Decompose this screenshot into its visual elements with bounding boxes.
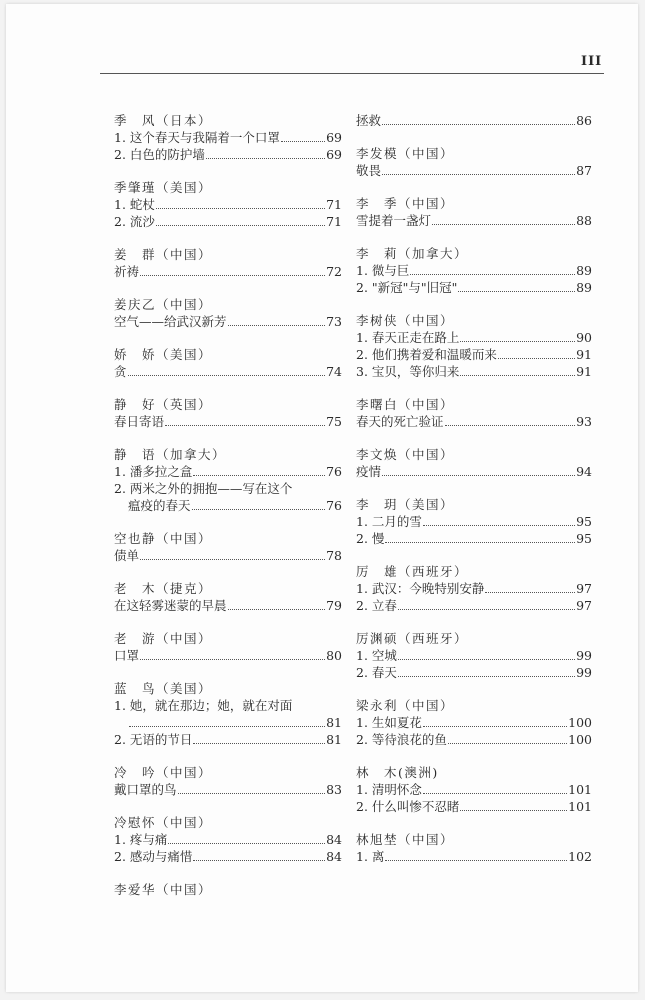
- toc-entry: [356, 463, 592, 480]
- entry-title: 疫情: [356, 464, 382, 479]
- toc-entry: [356, 781, 592, 798]
- entry-page-number: 83: [326, 782, 342, 797]
- author-group: [114, 112, 342, 163]
- leader-dots: [385, 542, 575, 543]
- entry-title: 1. 生如夏花: [356, 715, 422, 730]
- entry-title: 1. 空城: [356, 648, 397, 663]
- author-group: [114, 680, 342, 748]
- author-name: 李树侠（中国）: [356, 313, 455, 328]
- toc-entry: [114, 647, 342, 664]
- author-name: 冷 吟（中国）: [114, 765, 213, 780]
- entry-title: 春天的死亡验证: [356, 414, 444, 429]
- author-name: 蓝 鸟（美国）: [114, 681, 213, 696]
- author-name: 空也静（中国）: [114, 531, 213, 546]
- entry-title: 1. 蛇杖: [114, 197, 155, 212]
- entry-title: 空气——给武汉新芳: [114, 314, 227, 329]
- entry-title: 1. 二月的雪: [356, 514, 422, 529]
- author-name: 老 木（捷克）: [114, 581, 213, 596]
- toc-entry: [356, 363, 592, 380]
- toc-entry: [356, 112, 592, 129]
- toc-entry: [356, 162, 592, 179]
- author-group: [114, 530, 342, 564]
- toc-entry: [114, 129, 342, 146]
- entry-title: 雪提着一盏灯: [356, 213, 432, 228]
- entry-title: 春日寄语: [114, 414, 165, 429]
- author-name: 娇 娇（美国）: [114, 347, 213, 362]
- toc-entry: [356, 279, 592, 296]
- entry-page-number: 89: [576, 263, 592, 278]
- leader-dots: [165, 425, 325, 426]
- entry-title: 1. 潘多拉之盒: [114, 464, 193, 479]
- author-group: [356, 831, 592, 865]
- leader-dots: [193, 743, 325, 744]
- toc-entry: [114, 263, 342, 280]
- author-name: 厉渊硕（西班牙）: [356, 631, 469, 646]
- author-group: [114, 246, 342, 280]
- entry-title: 债单: [114, 548, 140, 563]
- toc-entry: [356, 413, 592, 430]
- author-name: 李 季（中国）: [356, 196, 455, 211]
- author-name: 姜 群（中国）: [114, 247, 213, 262]
- entry-title: 1. 武汉：今晚特别安静: [356, 581, 485, 596]
- entry-page-number: 101: [568, 799, 592, 814]
- entry-page-number: 71: [326, 197, 342, 212]
- entry-page-number: 86: [576, 113, 592, 128]
- author-name: 梁永利（中国）: [356, 698, 455, 713]
- leader-dots: [398, 609, 575, 610]
- author-group: [114, 630, 342, 664]
- author-group: [356, 563, 592, 614]
- entry-page-number: 97: [576, 598, 592, 613]
- leader-dots: [382, 475, 575, 476]
- leader-dots: [168, 843, 325, 844]
- header-rule: [100, 73, 604, 74]
- leader-dots: [445, 425, 576, 426]
- author-group: [356, 764, 592, 815]
- leader-dots: [228, 609, 326, 610]
- leader-dots: [498, 358, 575, 359]
- entry-title: 在这轻雾迷蒙的早晨: [114, 598, 227, 613]
- entry-page-number: 93: [576, 414, 592, 429]
- entry-title: 1. 疼与痛: [114, 832, 168, 847]
- entry-page-number: 84: [326, 849, 342, 864]
- author-name: 冷慰怀（中国）: [114, 815, 213, 830]
- leader-dots: [281, 141, 325, 142]
- author-name: 李爱华（中国）: [114, 882, 213, 897]
- entry-title: 1. 离: [356, 849, 385, 864]
- author-group: [356, 145, 592, 179]
- entry-page-number: 102: [568, 849, 592, 864]
- author-name: 季肇瑾（美国）: [114, 180, 213, 195]
- author-group: [114, 346, 342, 380]
- author-name: 李发模（中国）: [356, 146, 455, 161]
- toc-entry: [114, 463, 342, 480]
- leader-dots: [485, 592, 575, 593]
- entry-title: 1. 春天正走在路上: [356, 330, 460, 345]
- author-group: [114, 580, 342, 614]
- entry-page-number: 91: [576, 364, 592, 379]
- leader-dots: [458, 291, 575, 292]
- entry-title: 拯救: [356, 113, 382, 128]
- entry-title: 2. 无语的节日: [114, 732, 193, 747]
- author-name: 厉 雄（西班牙）: [356, 564, 469, 579]
- entry-page-number: 79: [326, 598, 342, 613]
- toc-entry: [356, 212, 592, 229]
- toc-entry: [356, 329, 592, 346]
- author-group: [114, 881, 342, 898]
- author-group: [114, 446, 342, 514]
- toc-entry: [356, 848, 592, 865]
- author-name: 林旭埜（中国）: [356, 832, 455, 847]
- entry-page-number: 99: [576, 648, 592, 663]
- toc-entry: [114, 146, 342, 163]
- author-name: 林 木(澳洲): [356, 765, 439, 780]
- author-name: 静 语（加拿大）: [114, 447, 227, 462]
- entry-page-number: 87: [576, 163, 592, 178]
- leader-dots: [460, 810, 567, 811]
- entry-title: 戴口罩的鸟: [114, 782, 177, 797]
- toc-entry: [356, 513, 592, 530]
- entry-title: 1. 微与巨: [356, 263, 410, 278]
- leader-dots: [128, 375, 326, 376]
- author-group: [356, 112, 592, 129]
- leader-dots: [140, 559, 325, 560]
- toc-entry: [356, 597, 592, 614]
- leader-dots: [156, 225, 325, 226]
- leader-dots: [228, 325, 326, 326]
- entry-title: 2. 等待浪花的鱼: [356, 732, 447, 747]
- toc-entry: [356, 664, 592, 681]
- toc-entry: [114, 547, 342, 564]
- toc-entry: [114, 413, 342, 430]
- author-group: [356, 396, 592, 430]
- entry-title: 3. 宝贝，等你归来: [356, 364, 460, 379]
- entry-title: 2. 慢: [356, 531, 385, 546]
- toc-entry: [356, 346, 592, 363]
- toc-entry: [114, 363, 342, 380]
- author-group: [356, 630, 592, 681]
- entry-title: 1. 清明怀念: [356, 782, 422, 797]
- entry-title-line: 2. 两米之外的拥抱——写在这个: [114, 481, 293, 496]
- author-name: 季 风（日本）: [114, 113, 213, 128]
- leader-dots: [193, 860, 325, 861]
- entry-title: 2. 他们携着爱和温暖而来: [356, 347, 497, 362]
- leader-dots: [140, 275, 325, 276]
- author-group: [114, 764, 342, 798]
- entry-page-number: 91: [576, 347, 592, 362]
- leader-dots: [448, 743, 567, 744]
- toc-entry: [356, 714, 592, 731]
- leader-dots: [140, 659, 325, 660]
- entry-page-number: 95: [576, 514, 592, 529]
- entry-title: 口罩: [114, 648, 140, 663]
- toc-entry: [114, 497, 342, 514]
- author-group: [114, 296, 342, 330]
- entry-page-number: 80: [326, 648, 342, 663]
- entry-page-number: 78: [326, 548, 342, 563]
- leader-dots: [178, 793, 326, 794]
- toc-entry: [114, 848, 342, 865]
- entry-title: 2. 春天: [356, 665, 397, 680]
- entry-title: 贪: [114, 364, 127, 379]
- entry-title: 2. 什么叫惨不忍睹: [356, 799, 460, 814]
- toc-entry: [356, 798, 592, 815]
- leader-dots: [192, 509, 326, 510]
- entry-title: 2. 感动与痛惜: [114, 849, 193, 864]
- leader-dots: [423, 525, 575, 526]
- author-name: 李曙白（中国）: [356, 397, 455, 412]
- entry-page-number: 101: [568, 782, 592, 797]
- toc-entry: [356, 647, 592, 664]
- leader-dots: [460, 341, 575, 342]
- entry-title: 2. 白色的防护墙: [114, 147, 205, 162]
- author-name: 静 好（英国）: [114, 397, 213, 412]
- author-group: [356, 496, 592, 547]
- leader-dots: [382, 124, 575, 125]
- toc-entry: [114, 313, 342, 330]
- toc-entry: [356, 580, 592, 597]
- entry-title-line: 1. 她，就在那边；她，就在对面: [114, 698, 293, 713]
- entry-title: 敬畏: [356, 163, 382, 178]
- entry-page-number: 100: [568, 732, 592, 747]
- author-group: [356, 697, 592, 748]
- author-name: 姜庆乙（中国）: [114, 297, 213, 312]
- toc-entry: [356, 262, 592, 279]
- toc-entry: [356, 530, 592, 547]
- toc-entry: [114, 597, 342, 614]
- entry-page-number: 69: [326, 147, 342, 162]
- toc-entry: [114, 731, 342, 748]
- leader-dots: [385, 860, 567, 861]
- author-group: [356, 245, 592, 296]
- entry-page-number: 84: [326, 832, 342, 847]
- entry-page-number: 81: [326, 715, 342, 730]
- author-group: [356, 312, 592, 380]
- leader-dots: [398, 659, 575, 660]
- entry-page-number: 72: [326, 264, 342, 279]
- author-name: 老 游（中国）: [114, 631, 213, 646]
- toc-entry: [114, 213, 342, 230]
- toc-entry: [356, 731, 592, 748]
- entry-title: 2. 立春: [356, 598, 397, 613]
- entry-page-number: 97: [576, 581, 592, 596]
- author-name: 李 玥（美国）: [356, 497, 455, 512]
- entry-page-number: 89: [576, 280, 592, 295]
- entry-page-number: 88: [576, 213, 592, 228]
- entry-page-number: 75: [326, 414, 342, 429]
- author-group: [356, 446, 592, 480]
- entry-page-number: 69: [326, 130, 342, 145]
- entry-title: 1. 这个春天与我隔着一个口罩: [114, 130, 280, 145]
- author-group: [114, 396, 342, 430]
- entry-title-cont: 瘟疫的春天: [128, 498, 191, 513]
- leader-dots: [410, 274, 575, 275]
- leader-dots: [206, 158, 325, 159]
- toc-column-left: [114, 112, 342, 914]
- entry-page-number: 99: [576, 665, 592, 680]
- entry-page-number: 90: [576, 330, 592, 345]
- entry-page-number: 100: [568, 715, 592, 730]
- entry-page-number: 94: [576, 464, 592, 479]
- leader-dots: [193, 475, 325, 476]
- entry-page-number: 76: [326, 498, 342, 513]
- entry-page-number: 74: [326, 364, 342, 379]
- leader-dots: [156, 208, 325, 209]
- toc-entry: [114, 196, 342, 213]
- leader-dots: [398, 676, 575, 677]
- toc-entry: [114, 714, 342, 731]
- toc-column-right: [356, 112, 592, 881]
- document-page: [6, 4, 638, 992]
- leader-dots: [460, 375, 575, 376]
- entry-title: 2. "新冠"与"旧冠": [356, 280, 458, 295]
- leader-dots: [129, 726, 325, 727]
- entry-title: 祈祷: [114, 264, 140, 279]
- page-number: III: [581, 54, 603, 69]
- leader-dots: [423, 726, 567, 727]
- entry-page-number: 73: [326, 314, 342, 329]
- entry-page-number: 76: [326, 464, 342, 479]
- entry-page-number: 81: [326, 732, 342, 747]
- author-group: [114, 814, 342, 865]
- author-group: [356, 195, 592, 229]
- leader-dots: [382, 174, 575, 175]
- leader-dots: [432, 224, 575, 225]
- author-name: 李文焕（中国）: [356, 447, 455, 462]
- leader-dots: [423, 793, 567, 794]
- toc-entry: [114, 781, 342, 798]
- toc-entry: [114, 831, 342, 848]
- author-group: [114, 179, 342, 230]
- entry-title: 2. 流沙: [114, 214, 155, 229]
- entry-page-number: 95: [576, 531, 592, 546]
- entry-page-number: 71: [326, 214, 342, 229]
- author-name: 李 莉（加拿大）: [356, 246, 469, 261]
